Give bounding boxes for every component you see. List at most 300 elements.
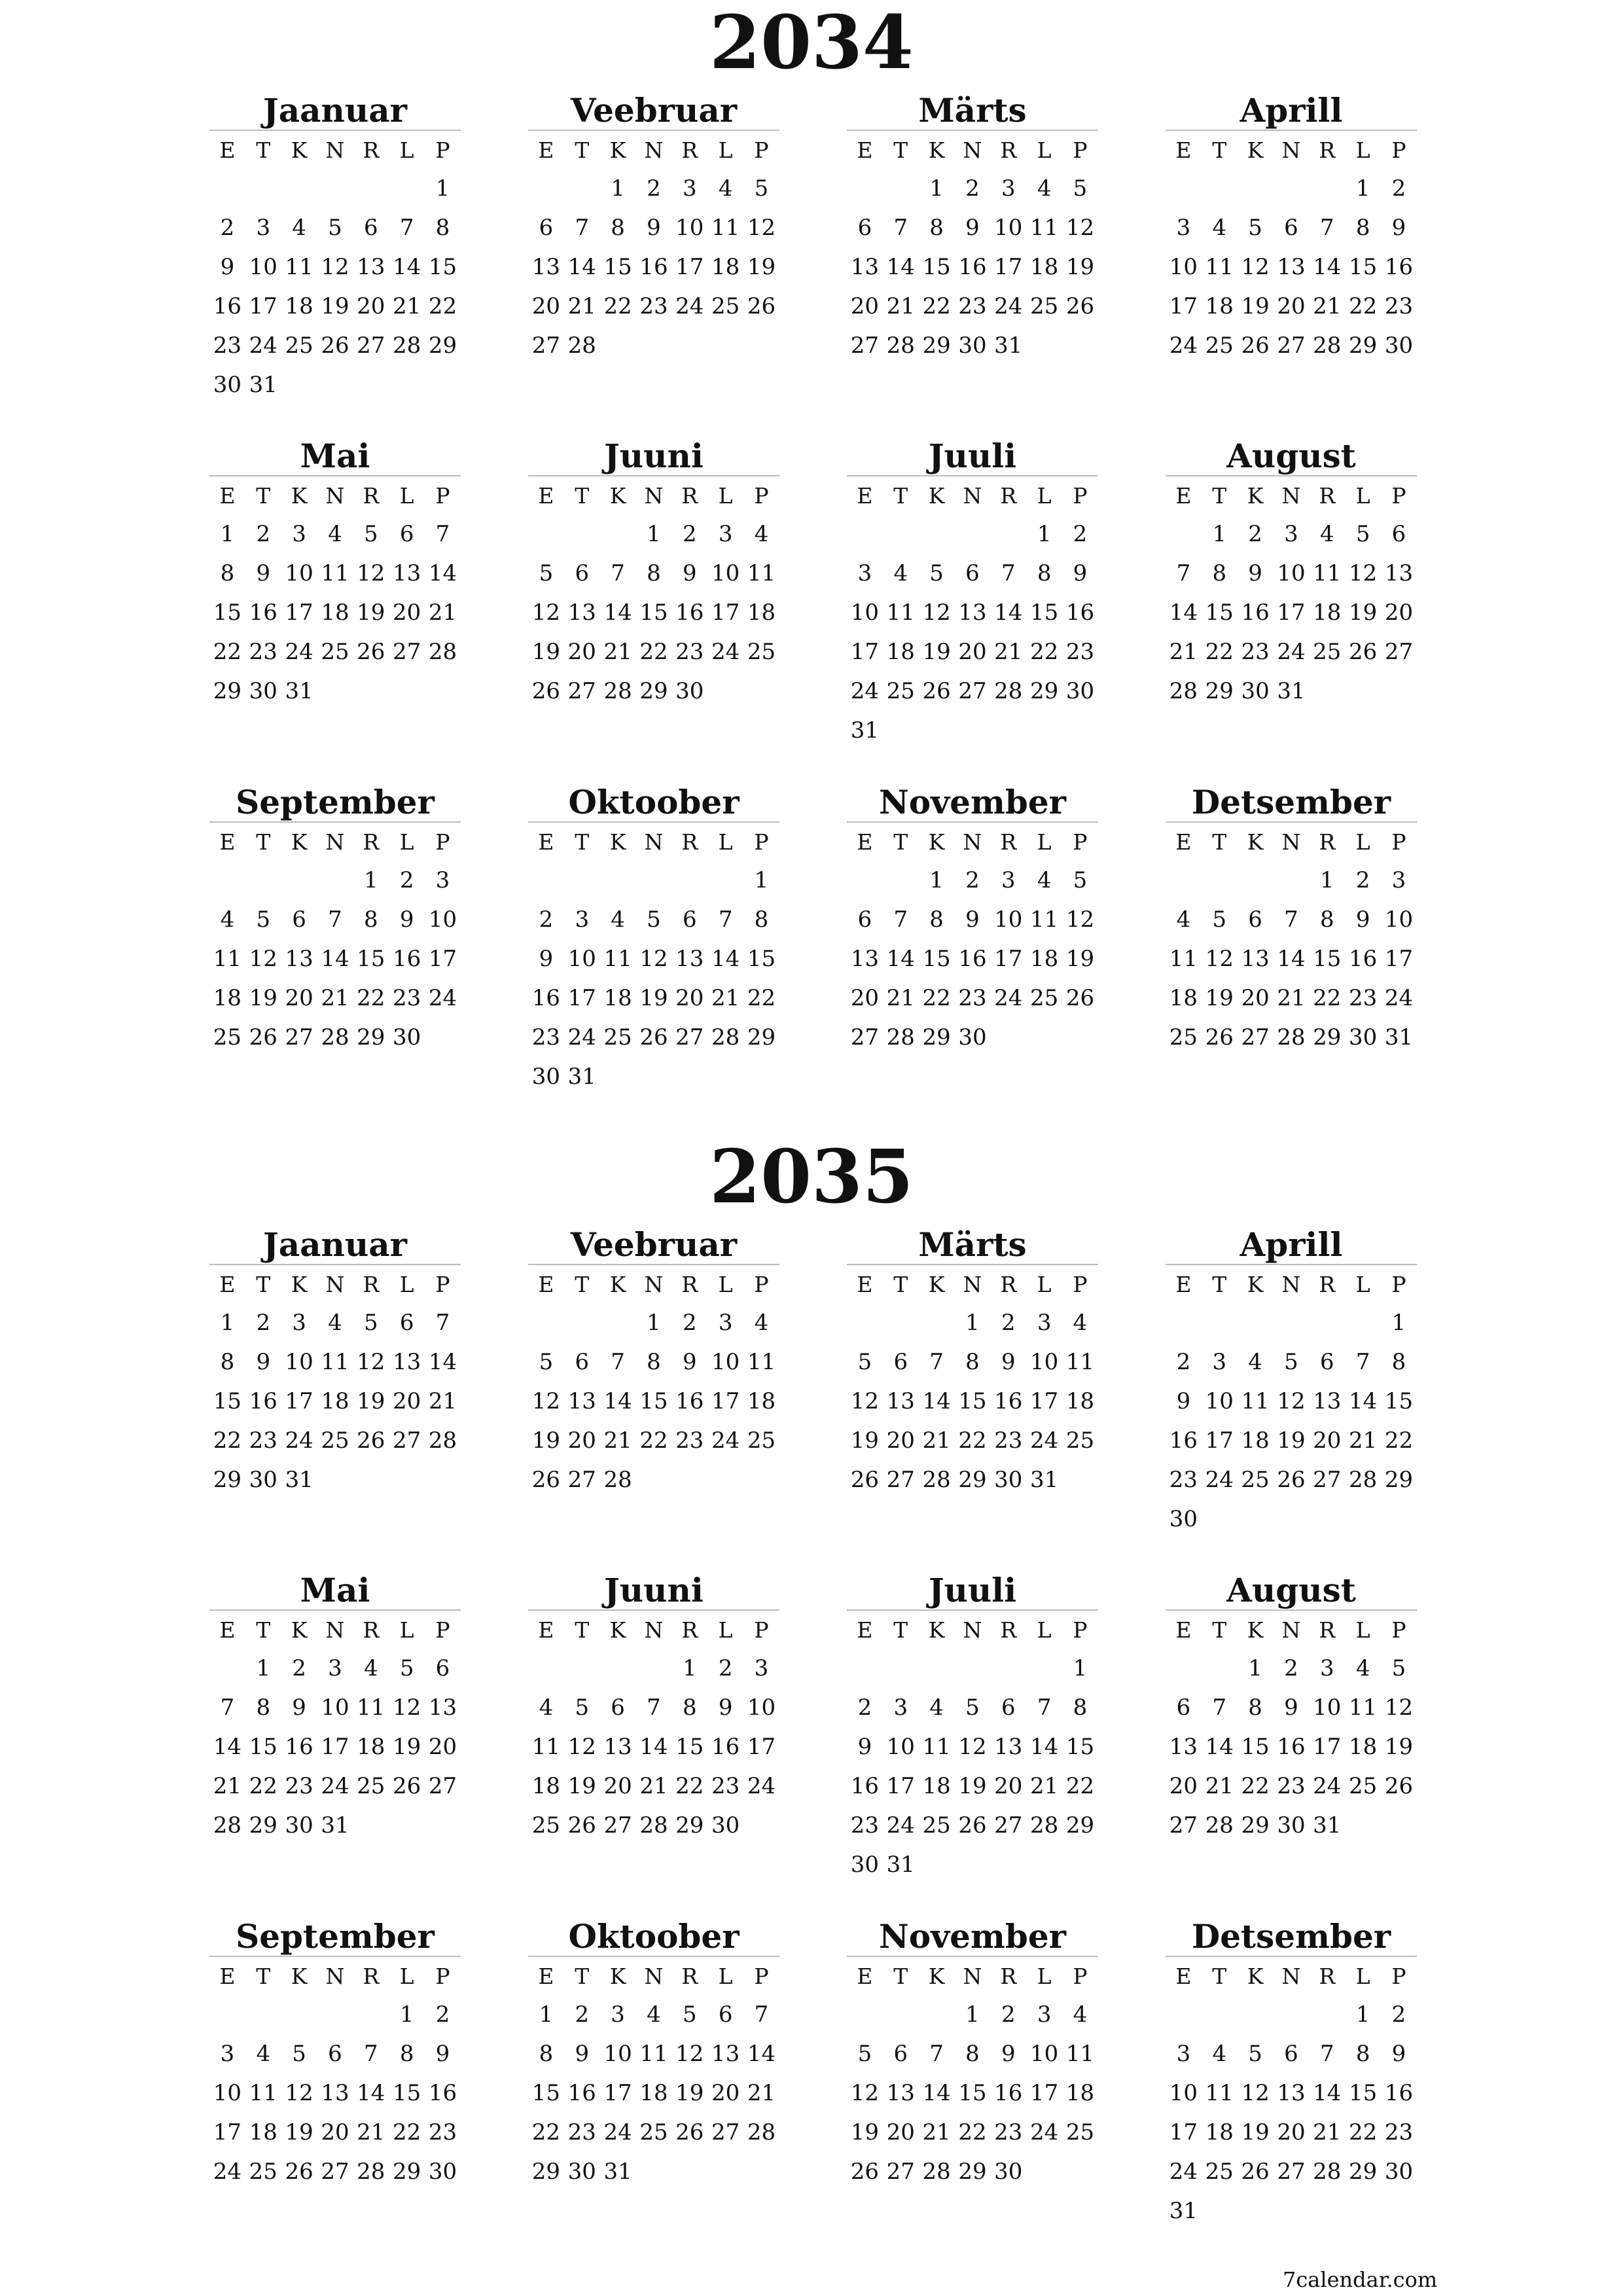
day-cell: 12: [531, 600, 561, 626]
day-cell: 9: [1176, 1388, 1191, 1414]
day-cell: 22: [1384, 1427, 1414, 1454]
week-row: [528, 208, 779, 247]
week-row: [847, 1382, 1098, 1421]
day-cell: 7: [1284, 906, 1298, 933]
day-cell: 8: [1355, 215, 1370, 241]
day-cell: 6: [857, 906, 872, 933]
day-cell: 2: [256, 1310, 271, 1336]
weekday-label: K: [928, 1963, 945, 1989]
week-row: [847, 1342, 1098, 1382]
day-cell: 10: [994, 215, 1023, 241]
day-cell: 11: [531, 1734, 561, 1760]
day-cell: 5: [1212, 906, 1227, 933]
day-cell: 19: [1277, 1427, 1306, 1454]
day-cell: 15: [675, 1734, 704, 1760]
day-cell: 22: [213, 639, 242, 665]
day-cell: 14: [321, 946, 349, 972]
day-cell: 24: [1169, 2159, 1198, 2185]
day-cell: 1: [1037, 521, 1052, 547]
day-cell: 29: [249, 1812, 277, 1839]
week-row: [1166, 1382, 1417, 1421]
day-cell: 18: [603, 985, 632, 1011]
day-cell: 22: [531, 2119, 561, 2145]
day-cell: 25: [213, 1024, 242, 1050]
day-cell: 11: [357, 1695, 385, 1721]
day-cell: 10: [285, 560, 313, 586]
day-cell: 19: [1349, 600, 1378, 626]
day-cell: 4: [718, 175, 733, 202]
weekday-label: R: [1319, 829, 1336, 855]
day-cell: 8: [682, 1695, 697, 1721]
day-cell: 16: [428, 2080, 457, 2106]
day-cell: 29: [357, 1024, 385, 1050]
weekday-label: N: [325, 137, 345, 163]
day-cell: 15: [1065, 1734, 1095, 1760]
day-cell: 7: [1355, 1349, 1370, 1375]
week-row: [528, 287, 779, 326]
day-cell: 30: [1349, 1024, 1378, 1050]
weekday-label: N: [644, 1617, 664, 1643]
weekday-label: N: [963, 482, 982, 509]
day-cell: 2: [1391, 2001, 1406, 2028]
weekday-label: T: [256, 1271, 271, 1297]
day-cell: 24: [1169, 332, 1198, 359]
day-cell: 7: [1319, 215, 1334, 241]
day-cell: 28: [711, 1024, 740, 1050]
day-cell: 2: [682, 521, 697, 547]
day-cell: 3: [611, 2001, 625, 2028]
day-cell: 19: [675, 2080, 704, 2106]
day-cell: 25: [321, 1427, 349, 1454]
day-cell: 23: [249, 639, 277, 665]
day-cell: 28: [1277, 1024, 1306, 1050]
week-row: [1166, 247, 1417, 287]
day-cell: 6: [575, 1349, 590, 1375]
day-cell: 20: [958, 639, 987, 665]
day-cell: 4: [1212, 215, 1227, 241]
day-cell: 21: [886, 985, 915, 1011]
day-cell: 20: [994, 1773, 1023, 1799]
day-cell: 17: [285, 1388, 313, 1414]
day-cell: 19: [1241, 293, 1270, 319]
day-cell: 28: [603, 678, 632, 704]
weekday-label: K: [291, 482, 308, 509]
weekday-label: K: [1247, 482, 1264, 509]
week-row: [1166, 2113, 1417, 2152]
day-cell: 15: [357, 946, 385, 972]
day-cell: 9: [857, 1734, 872, 1760]
day-cell: 16: [1169, 1427, 1198, 1454]
week-row: [209, 1382, 461, 1421]
day-cell: 29: [922, 1024, 951, 1050]
month-block: [528, 92, 779, 365]
day-cell: 2: [718, 1655, 733, 1681]
week-row: [528, 1018, 779, 1057]
day-cell: 27: [567, 678, 596, 704]
week-row: [1166, 208, 1417, 247]
day-cell: 12: [1241, 2080, 1270, 2106]
day-cell: 28: [922, 2159, 951, 2185]
weekday-label: R: [1319, 137, 1336, 163]
day-cell: 24: [321, 1773, 349, 1799]
day-cell: 27: [531, 332, 561, 359]
weekday-label: T: [256, 1963, 271, 1989]
day-cell: 5: [1073, 175, 1088, 202]
weekday-label: T: [575, 482, 590, 509]
day-cell: 27: [1313, 1467, 1342, 1493]
day-cell: 8: [965, 2041, 980, 2067]
day-cell: 31: [321, 1812, 349, 1839]
day-cell: 28: [1313, 2159, 1342, 2185]
day-cell: 2: [1001, 2001, 1016, 2028]
day-cell: 30: [249, 1467, 277, 1493]
day-cell: 29: [922, 332, 951, 359]
day-cell: 20: [886, 2119, 915, 2145]
day-cell: 19: [357, 600, 385, 626]
day-cell: 26: [958, 1812, 987, 1839]
weekday-label: P: [435, 1271, 450, 1297]
day-cell: 6: [718, 2001, 733, 2028]
day-cell: 10: [213, 2080, 242, 2106]
day-cell: 2: [1248, 521, 1262, 547]
day-cell: 3: [1001, 867, 1016, 893]
day-cell: 24: [1384, 985, 1414, 1011]
day-cell: 14: [567, 254, 596, 280]
day-cell: 25: [711, 293, 740, 319]
weekday-label: P: [754, 482, 769, 509]
day-cell: 18: [711, 254, 740, 280]
month-name: Oktoober: [568, 783, 740, 821]
month-name: November: [879, 1917, 1066, 1956]
day-cell: 13: [567, 600, 596, 626]
week-row: [1166, 2073, 1417, 2113]
day-cell: 25: [249, 2159, 277, 2185]
day-cell: 12: [850, 2080, 880, 2106]
day-cell: 16: [1384, 2080, 1414, 2106]
day-cell: 1: [929, 867, 944, 893]
weekday-label: P: [754, 1963, 769, 1989]
day-cell: 17: [994, 254, 1023, 280]
day-cell: 27: [393, 639, 421, 665]
weekday-label: E: [1175, 829, 1192, 855]
day-cell: 22: [747, 985, 776, 1011]
day-cell: 14: [393, 254, 421, 280]
week-row: [528, 326, 779, 365]
weekday-header-row: [847, 476, 1098, 514]
day-cell: 20: [357, 293, 385, 319]
day-cell: 21: [603, 639, 632, 665]
day-cell: 1: [1073, 1655, 1088, 1681]
day-cell: 20: [1277, 2119, 1306, 2145]
day-cell: 24: [711, 1427, 740, 1454]
day-cell: 15: [428, 254, 457, 280]
day-cell: 3: [292, 1310, 306, 1336]
weekday-label: N: [325, 829, 345, 855]
weekday-label: L: [1355, 137, 1370, 163]
day-cell: 9: [647, 215, 661, 241]
day-cell: 23: [1065, 639, 1095, 665]
day-cell: 12: [675, 2041, 704, 2067]
day-cell: 15: [639, 600, 668, 626]
day-cell: 3: [1284, 521, 1298, 547]
day-cell: 6: [575, 560, 590, 586]
day-cell: 29: [1030, 678, 1059, 704]
day-cell: 15: [213, 600, 242, 626]
day-cell: 15: [1313, 946, 1342, 972]
day-cell: 14: [603, 1388, 632, 1414]
day-cell: 7: [718, 906, 733, 933]
day-cell: 13: [321, 2080, 349, 2106]
week-row: [847, 593, 1098, 632]
month-name: Märts: [918, 1225, 1027, 1264]
day-cell: 2: [220, 215, 235, 241]
day-cell: 27: [994, 1812, 1023, 1839]
day-cell: 30: [1384, 2159, 1414, 2185]
week-row: [1166, 939, 1417, 978]
day-cell: 3: [754, 1655, 769, 1681]
day-cell: 15: [1205, 600, 1234, 626]
day-cell: 16: [213, 293, 242, 319]
weekday-label: E: [1175, 1271, 1192, 1297]
week-row: [1166, 1688, 1417, 1727]
day-cell: 4: [1355, 1655, 1370, 1681]
week-row: [847, 1688, 1098, 1727]
day-cell: 18: [1241, 1427, 1270, 1454]
day-cell: 25: [922, 1812, 951, 1839]
weekday-label: E: [857, 482, 873, 509]
day-cell: 21: [428, 1388, 457, 1414]
week-row: [528, 1342, 779, 1382]
day-cell: 27: [321, 2159, 349, 2185]
day-cell: 8: [1248, 1695, 1262, 1721]
weekday-label: R: [1319, 482, 1336, 509]
weekday-label: L: [1037, 1617, 1052, 1643]
day-cell: 3: [220, 2041, 235, 2067]
day-cell: 2: [1391, 175, 1406, 202]
day-cell: 16: [1349, 946, 1378, 972]
day-cell: 20: [285, 985, 313, 1011]
weekday-label: P: [754, 1617, 769, 1643]
month-name: September: [236, 1917, 435, 1956]
day-cell: 10: [1030, 1349, 1059, 1375]
day-cell: 22: [357, 985, 385, 1011]
day-cell: 11: [321, 560, 349, 586]
day-cell: 19: [393, 1734, 421, 1760]
day-cell: 6: [363, 215, 378, 241]
weekday-label: T: [893, 1617, 908, 1643]
day-cell: 25: [1205, 332, 1234, 359]
day-cell: 7: [435, 521, 450, 547]
weekday-label: R: [1000, 1963, 1017, 1989]
day-cell: 19: [1384, 1734, 1414, 1760]
weekday-label: N: [325, 482, 345, 509]
week-row: [209, 554, 461, 593]
day-cell: 25: [1065, 2119, 1095, 2145]
week-row: [528, 1688, 779, 1727]
day-cell: 29: [213, 678, 242, 704]
day-cell: 12: [922, 600, 951, 626]
week-row: [528, 1057, 779, 1096]
day-cell: 24: [1205, 1467, 1234, 1493]
day-cell: 9: [1001, 2041, 1016, 2067]
day-cell: 20: [428, 1734, 457, 1760]
day-cell: 1: [220, 521, 235, 547]
weekday-label: N: [1281, 1617, 1301, 1643]
weekday-label: P: [1073, 482, 1088, 509]
week-row: [847, 554, 1098, 593]
day-cell: 26: [1241, 332, 1270, 359]
day-cell: 1: [1319, 867, 1334, 893]
weekday-label: K: [609, 482, 626, 509]
day-cell: 30: [958, 332, 987, 359]
day-cell: 5: [965, 1695, 980, 1721]
day-cell: 1: [539, 2001, 554, 2028]
day-cell: 3: [1176, 2041, 1191, 2067]
day-cell: 11: [321, 1349, 349, 1375]
day-cell: 15: [603, 254, 632, 280]
day-cell: 24: [428, 985, 457, 1011]
day-cell: 12: [639, 946, 668, 972]
weekday-header-row: [847, 131, 1098, 169]
day-cell: 29: [428, 332, 457, 359]
weekday-header-row: [528, 131, 779, 169]
day-cell: 3: [256, 215, 271, 241]
week-row: [528, 2113, 779, 2152]
week-row: [209, 900, 461, 939]
week-row: [209, 1649, 461, 1688]
day-cell: 12: [531, 1388, 561, 1414]
day-cell: 5: [363, 521, 378, 547]
day-cell: 11: [1065, 1349, 1095, 1375]
week-row: [847, 1727, 1098, 1767]
day-cell: 3: [575, 906, 590, 933]
day-cell: 21: [428, 600, 457, 626]
month-name: Juuli: [928, 1571, 1017, 1609]
day-cell: 25: [1065, 1427, 1095, 1454]
day-cell: 15: [958, 1388, 987, 1414]
day-cell: 23: [531, 1024, 561, 1050]
day-cell: 11: [213, 946, 242, 972]
week-row: [847, 1806, 1098, 1845]
week-row: [209, 1303, 461, 1342]
day-cell: 13: [1313, 1388, 1342, 1414]
day-cell: 8: [929, 215, 944, 241]
week-row: [209, 2073, 461, 2113]
day-cell: 30: [675, 678, 704, 704]
day-cell: 27: [285, 1024, 313, 1050]
day-cell: 26: [393, 1773, 421, 1799]
weekday-label: P: [1391, 137, 1406, 163]
day-cell: 3: [893, 1695, 908, 1721]
day-cell: 15: [1349, 2080, 1378, 2106]
week-row: [847, 247, 1098, 287]
week-row: [209, 1018, 461, 1057]
day-cell: 20: [711, 2080, 740, 2106]
day-cell: 24: [567, 1024, 596, 1050]
week-row: [209, 2113, 461, 2152]
weekday-label: E: [538, 1617, 554, 1643]
day-cell: 14: [922, 2080, 951, 2106]
day-cell: 6: [1319, 1349, 1334, 1375]
week-row: [209, 208, 461, 247]
day-cell: 17: [1313, 1734, 1342, 1760]
day-cell: 28: [357, 2159, 385, 2185]
day-cell: 26: [1384, 1773, 1414, 1799]
day-cell: 5: [292, 2041, 306, 2067]
day-cell: 22: [639, 639, 668, 665]
day-cell: 11: [639, 2041, 668, 2067]
month-name: August: [1226, 437, 1356, 475]
day-cell: 16: [285, 1734, 313, 1760]
day-cell: 21: [357, 2119, 385, 2145]
day-cell: 25: [886, 678, 915, 704]
day-cell: 21: [1169, 639, 1198, 665]
day-cell: 14: [1349, 1388, 1378, 1414]
week-row: [1166, 1303, 1417, 1342]
day-cell: 9: [718, 1695, 733, 1721]
day-cell: 26: [1205, 1024, 1234, 1050]
weekday-label: K: [291, 1963, 308, 1989]
day-cell: 18: [922, 1773, 951, 1799]
day-cell: 27: [1169, 1812, 1198, 1839]
day-cell: 1: [1355, 175, 1370, 202]
month-name: November: [879, 783, 1066, 821]
weekday-label: L: [1037, 482, 1052, 509]
day-cell: 21: [1313, 2119, 1342, 2145]
day-cell: 29: [747, 1024, 776, 1050]
day-cell: 23: [1384, 2119, 1414, 2145]
month-name: Märts: [918, 91, 1027, 130]
day-cell: 8: [435, 215, 450, 241]
day-cell: 27: [1384, 639, 1414, 665]
day-cell: 12: [249, 946, 277, 972]
day-cell: 8: [611, 215, 625, 241]
day-cell: 13: [393, 560, 421, 586]
day-cell: 20: [850, 293, 880, 319]
month-name: Detsember: [1191, 783, 1391, 821]
weekday-label: R: [1319, 1617, 1336, 1643]
day-cell: 29: [1205, 678, 1234, 704]
weekday-label: R: [1319, 1271, 1336, 1297]
day-cell: 8: [256, 1695, 271, 1721]
week-row: [209, 1688, 461, 1727]
day-cell: 14: [428, 560, 457, 586]
weekday-label: N: [644, 137, 664, 163]
day-cell: 15: [249, 1734, 277, 1760]
day-cell: 12: [567, 1734, 596, 1760]
day-cell: 19: [747, 254, 776, 280]
day-cell: 9: [682, 1349, 697, 1375]
month-block: [847, 437, 1098, 750]
day-cell: 6: [1284, 2041, 1298, 2067]
day-cell: 1: [1212, 521, 1227, 547]
month-block: [847, 1918, 1098, 2191]
week-row: [1166, 978, 1417, 1018]
week-row: [847, 2034, 1098, 2073]
day-cell: 11: [249, 2080, 277, 2106]
day-cell: 31: [994, 332, 1023, 359]
day-cell: 30: [711, 1812, 740, 1839]
day-cell: 25: [747, 639, 776, 665]
weekday-label: E: [857, 137, 873, 163]
day-cell: 1: [929, 175, 944, 202]
day-cell: 3: [328, 1655, 342, 1681]
day-cell: 13: [1277, 254, 1306, 280]
day-cell: 6: [1248, 906, 1262, 933]
weekday-header-row: [528, 476, 779, 514]
day-cell: 24: [1030, 2119, 1059, 2145]
day-cell: 6: [399, 1310, 414, 1336]
